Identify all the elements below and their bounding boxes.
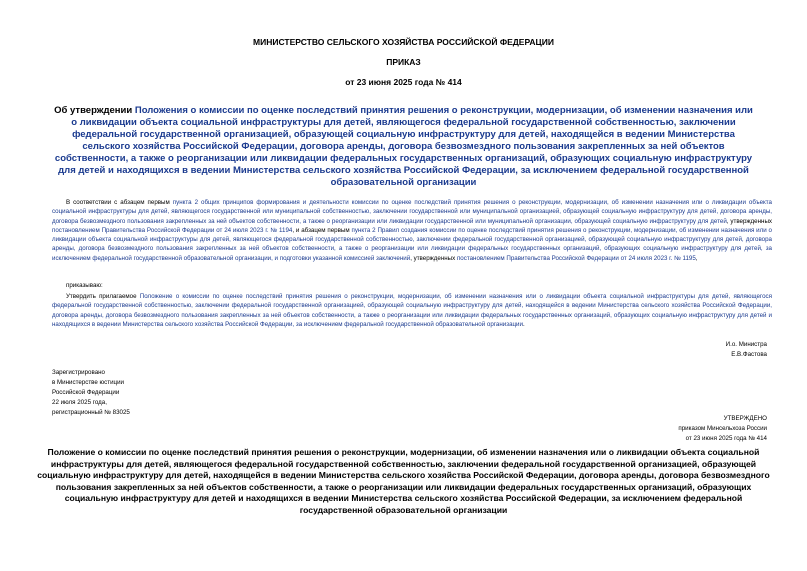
regulation-title: Положение о комиссии по оценке последствий принятия решения о реконструкции, модернизации, об изменении назначения или о ликвидации объекта социальной инфраструктуры для детей, являющегося федеральной государственной собственностью, заключении федеральной государственной организацией, образующей социальную инфраструктуру для детей, находящейся в ведении Министерства сельского хозяйства Российской Федерации, договора аренды, договора безвозмездного пользования закрепленных за ней объектов собственности, а также о реорганизации или ликвидации федеральных государственных организаций, образующих социальную инфраструктуру для детей и находящихся в ведении Министерства сельского хозяйства Российской Федерации, за исключением федеральной государственной образовательной организации	[37, 447, 770, 515]
approval-stamp	[678, 414, 767, 444]
signatory-position: И.о. Министра	[725, 341, 767, 348]
registration-line: 22 июля 2025 года,	[52, 399, 107, 406]
preamble-text-2: , утвержденных	[726, 217, 772, 225]
registration-line: Зарегистрировано	[52, 369, 105, 376]
preamble-text-4: , утвержденных	[410, 254, 457, 262]
link-regulation[interactable]: Положение о комиссии по оценке последствий принятия решения о реконструкции, модернизации, об изменении назначения или о ликвидации объекта социальной инфраструктуры для детей, являющегося федеральной государственной собственностью, заключении федеральной государственной организацией, образующей социальную инфраструктуру для детей, находящейся в ведении Министерства сельского хозяйства Российской Федерации, договора аренды, договора безвозмездного пользования закрепленных за ней объектов собственности, а также о реорганизации или ликвидации федеральных государственных организаций, образующих социальную инфраструктуру для детей и находящихся в ведении Министерства сельского хозяйства Российской Федерации, за исключением федеральной государственной образовательной организации	[52, 293, 773, 328]
registration-line: Российской Федерации	[52, 389, 120, 396]
signatory-name: Е.В.Фастова	[731, 351, 767, 358]
order-date: от 23 июня 2025 года № 414	[345, 77, 462, 87]
approval-text-2: .	[522, 320, 525, 328]
order-heading: ПРИКАЗ	[386, 57, 421, 67]
ministry-heading: МИНИСТЕРСТВО СЕЛЬСКОГО ХОЗЯЙСТВА РОССИЙСКОЙ ФЕДЕРАЦИИ	[253, 37, 554, 47]
title-prefix: Об утверждении	[54, 105, 135, 116]
preamble-text-5: ,	[695, 254, 698, 262]
document-title	[50, 105, 757, 189]
preamble-paragraph	[52, 198, 772, 263]
link-resolution-1194[interactable]: постановлением Правительства Российской Федерации от 24 июля 2023 г. № 1194	[52, 226, 293, 234]
approved-by: приказом Минсельхоза России	[678, 425, 767, 432]
link-resolution-1195[interactable]: постановлением Правительства Российской Федерации от 24 июля 2023 г. № 1195	[456, 254, 696, 262]
approved-label: УТВЕРЖДЕНО	[723, 415, 767, 422]
approved-date: от 23 июня 2025 года № 414	[685, 435, 767, 442]
approval-text-1: Утвердить прилагаемое	[66, 293, 140, 300]
order-word: приказываю:	[66, 282, 103, 289]
approval-paragraph	[52, 292, 772, 329]
title-link[interactable]: Положения о комиссии по оценке последствий принятия решения о реконструкции, модернизации, об изменении назначения или о ликвидации объекта социальной инфраструктуры для детей, являющегося федеральной государственной собственностью, заключении федеральной государственной организацией, образующей социальную инфраструктуру для детей, находящейся в ведении Министерства сельского хозяйства Российской Федерации, договора аренды, договора безвозмездного пользования закрепленных за ней объектов собственности, а также о реорганизации или ликвидации федеральных государственных организаций, образующих социальную инфраструктуру для детей и находящихся в ведении Министерства сельского хозяйства Российской Федерации, за исключением федеральной государственной образовательной организации	[54, 105, 753, 188]
preamble-text-1: В соответствии с абзацем первым	[66, 199, 173, 206]
link-general-principles[interactable]: пункта 2 общих принципов формирования и деятельности комиссии по оценке последствий принятия решения о реконструкции, модернизации, об изменении назначения или о ликвидации объекта социальной инфраструктуры для детей, являющегося государственной или муниципальной собственностью, заключении государственной или муниципальной организацией, образующей социальную инфраструктуру для детей, договора аренды, договора безвозмездного пользования закрепленных за ней объектов собственности, а также о реорганизации или ликвидации государственной или муниципальной организации, образующей социальную инфраструктуру для детей	[52, 199, 773, 225]
registration-line: в Министерстве юстиции	[52, 379, 125, 386]
link-rules-commission[interactable]: пункта 2 Правил создания комиссии по оценке последствий принятия решения о реконструкции, модернизации, об изменении назначения или о ликвидации объекта социальной инфраструктуры для детей, являющегося федеральной государственной собственностью, заключении федеральной государственной организацией, образующей социальную инфраструктуру для детей, договора аренды, договора безвозмездного пользования закрепленных за ней объектов собственности, а также о реорганизации или ликвидации федеральных государственных организаций, образующих социальную инфраструктуру для детей, за исключением федеральной государственной образовательной организации, и подготовки указанной комиссией заключений	[52, 226, 772, 262]
registration-block	[52, 368, 130, 418]
registration-line: регистрационный № 83025	[52, 409, 130, 416]
preamble-text-3: , и абзацем первым	[292, 226, 352, 234]
